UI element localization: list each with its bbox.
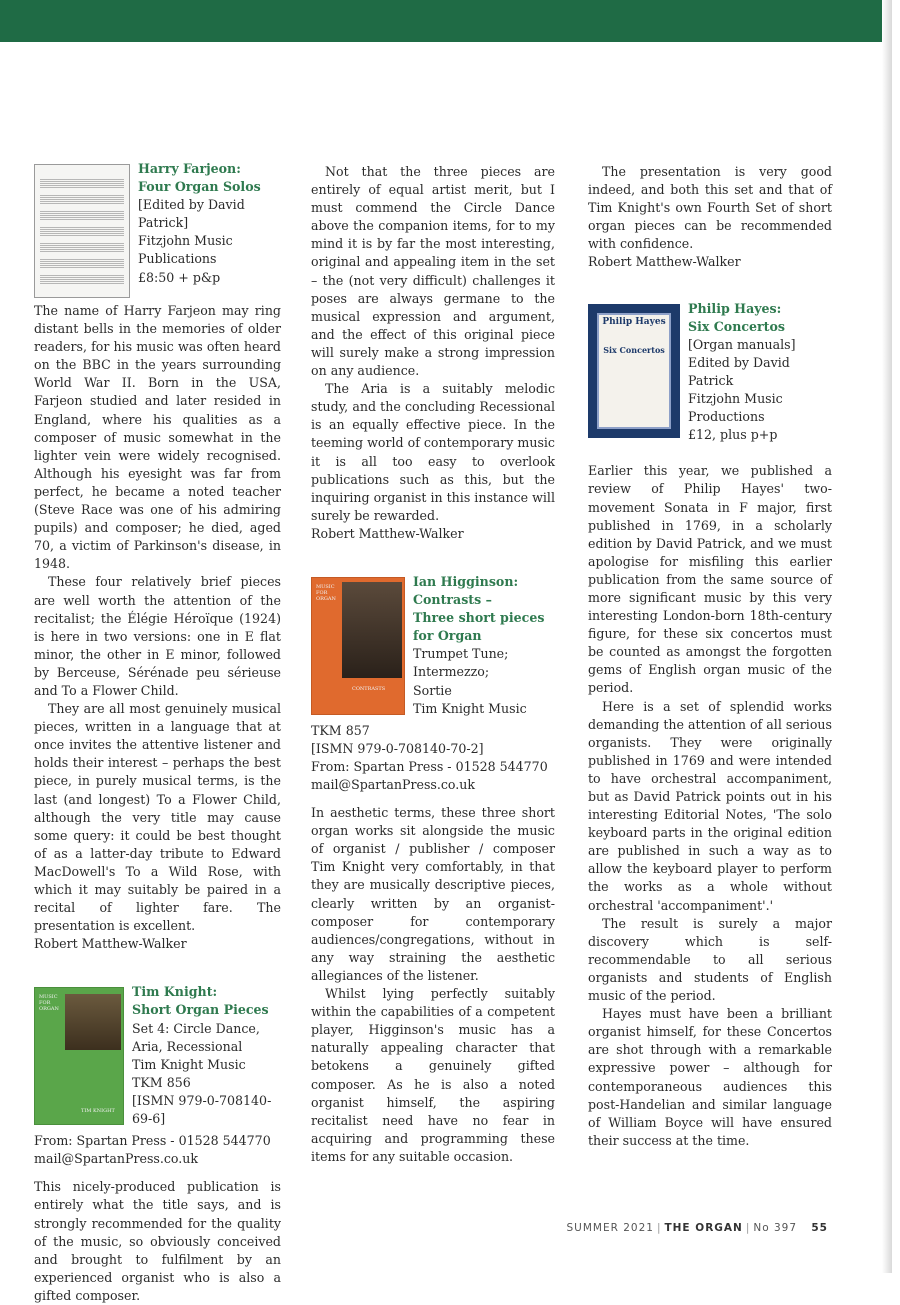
- farjeon-info: [138, 160, 281, 287]
- higginson-paragraph: Whilst lying perfectly suitably within the capabilities of a competent player, Higginson's music has a naturally appealing character that betokens a genuinely gifted composer. As he is also a noted organist himself, the aspiring recitalist need have no fear in acquiring and programming these items for any suitable occasion.: [311, 986, 555, 1164]
- header-bar: [0, 0, 892, 42]
- farjeon-detail: [Edited by David: [138, 197, 245, 213]
- higginson-detail: Trumpet Tune;: [413, 646, 509, 662]
- hayes-detail: Productions: [688, 409, 765, 425]
- hayes-price: £12, plus p+p: [688, 427, 778, 443]
- higginson-title-3: Three short pieces: [413, 610, 545, 626]
- farjeon-title-2: Four Organ Solos: [138, 179, 261, 195]
- hayes-title-1: Philip Hayes:: [688, 300, 782, 316]
- higginson-cover-image: [311, 577, 405, 715]
- farjeon-paragraph: The name of Harry Farjeon may ring distant bells in the memories of older readers, for his music was often heard on the BBC in the years surrounding World War II. Born in the USA, Farjeon studied and later resided in England, where his qualities as a composer of music somewhat in the lighter vein were widely recognised. Although his eyesight was far from perfect, he became a noted teacher (Steve Race was one of his admiring pupils) and composer; he died, aged 70, a victim of Parkinson's disease, in 1948.: [34, 303, 281, 572]
- hayes-paragraph: The result is surely a major discovery which is self-recommendable to all serious organists and students of English music of the period.: [588, 915, 832, 1004]
- footer-season: SUMMER 2021: [566, 1222, 654, 1234]
- knight-detail: [ISMN 979-0-708140-: [132, 1092, 272, 1108]
- farjeon-paragraph: These four relatively brief pieces are well worth the attention of the recitalist; the Élégie Héroïque (1924) is here in two versions: one in E flat minor, the other in E minor, followed by Berceuse, Sérénade peu sérieuse and To a Flower Child.: [34, 574, 281, 698]
- knight-paragraph: Not that the three pieces are entirely of equal artist merit, but I must commend the Circle Dance above the companion items, for to my mind it is by far the most interesting, original and appealing item in the set – the (not very difficult) challenges it poses are always germane to the musical expression and argument, and the effect of this original piece will surely make a strong impression on any audience.: [311, 164, 555, 379]
- review-hayes-header: [588, 300, 832, 445]
- farjeon-detail: Publications: [138, 251, 217, 267]
- higginson-contact-line: mail@SpartanPress.co.uk: [311, 777, 476, 792]
- knight-contact-line: From: Spartan Press - 01528 544770: [34, 1133, 271, 1149]
- higginson-signature: Robert Matthew-Walker: [588, 254, 741, 270]
- higginson-title-1: Ian Higginson:: [413, 573, 519, 589]
- footer-magazine: THE ORGAN: [664, 1222, 743, 1234]
- knight-detail: 69-6]: [132, 1111, 166, 1127]
- knight-detail: Aria, Recessional: [132, 1038, 243, 1054]
- knight-detail: TKM 856: [132, 1074, 191, 1090]
- hayes-cover-subtitle: Six Concertos: [603, 344, 665, 355]
- review-knight-header: [34, 983, 281, 1128]
- knight-title-2: Short Organ Pieces: [132, 1002, 269, 1018]
- higginson-detail: Intermezzo;: [413, 664, 490, 680]
- hayes-cover-image: [588, 304, 680, 438]
- higginson-cover-text: CONTRASTS: [352, 685, 386, 692]
- knight-title-1: Tim Knight:: [132, 984, 218, 1000]
- column-2: [311, 163, 555, 1166]
- higginson-contact-line: [ISMN 979-0-708140-70-2]: [311, 740, 484, 756]
- review-farjeon-header: [34, 160, 281, 298]
- higginson-paragraph: In aesthetic terms, these three short organ works sit alongside the music of organist / publisher / composer Tim Knight very comfortably, in that they are musically descriptive pieces, clearly written by an organist-composer for contemporary audiences/congregations, without in any way straining the aesthetic allegiances of the listener.: [311, 805, 555, 983]
- higginson-contact: [311, 722, 555, 794]
- knight-paragraph: This nicely-produced publication is entirely what the title says, and is strongly recommended for the quality of the music, so obviously conceived and brought to fulfilment by an experienced organist who is also a gifted composer.: [34, 1179, 281, 1303]
- farjeon-price: £8:50 + p&p: [138, 269, 221, 285]
- hayes-paragraph: Hayes must have been a brilliant organist himself, for these Concertos are shot through with a remarkable expressive power – although for contemporaneous audiences this post-Handelian and similar language of William Boyce will have ensured their success at the time.: [588, 1006, 832, 1148]
- knight-contact: [34, 1132, 281, 1168]
- hayes-cover-title: Philip Hayes: [602, 316, 666, 327]
- knight-detail: Tim Knight Music: [132, 1056, 246, 1072]
- column-3: [588, 163, 832, 1150]
- knight-cover-image: [34, 987, 124, 1125]
- knight-contact-line: mail@SpartanPress.co.uk: [34, 1151, 199, 1167]
- higginson-cover-text: MUSIC FOR ORGAN: [316, 583, 336, 602]
- farjeon-paragraph: They are all most genuinely musical pieces, written in a language that at once invites the attentive listener and holds their interest – perhaps the best piece, in purely musical terms, is the last (and longest) To a Flower Child, although the very title may cause some query: it could be best thought of as a latter-day tribute to Edward MacDowell's To a Wild Rose, with which it may suitably be paired in a recital of lighter fare. The presentation is excellent.: [34, 701, 281, 934]
- review-higginson-header: [311, 573, 555, 718]
- hayes-detail: Fitzjohn Music: [688, 391, 783, 407]
- hayes-info: [688, 300, 832, 445]
- farjeon-detail: Patrick]: [138, 215, 189, 231]
- column-1: [34, 160, 281, 1305]
- higginson-title-2: Contrasts –: [413, 592, 492, 608]
- higginson-contact-line: TKM 857: [311, 722, 370, 738]
- hayes-paragraph: Earlier this year, we published a review of Philip Hayes' two-movement Sonata in F major, first published in 1769, in a scholarly edition by David Patrick, and we must apologise for misfiling this earlier publication from the same source of more significant music by this very interesting London-born 18th-century figure, for these six concertos must be counted as amongst the forgotten gems of English organ music of the period.: [588, 463, 832, 696]
- farjeon-cover-image: [34, 164, 130, 298]
- knight-cover-text: MUSIC FOR ORGAN: [39, 994, 59, 1013]
- knight-detail: Set 4: Circle Dance,: [132, 1020, 260, 1036]
- knight-cover-text: TIM KNIGHT: [81, 1108, 115, 1115]
- knight-signature: Robert Matthew-Walker: [311, 525, 464, 541]
- page-number: 55: [811, 1222, 828, 1234]
- farjeon-title-1: Harry Farjeon:: [138, 161, 241, 176]
- higginson-contact-line: From: Spartan Press - 01528 544770: [311, 758, 548, 774]
- farjeon-detail: Fitzjohn Music: [138, 233, 233, 249]
- higginson-info: [413, 573, 555, 718]
- higginson-detail: Tim Knight Music: [413, 700, 527, 716]
- hayes-detail: Edited by David: [688, 354, 790, 370]
- higginson-detail: Sortie: [413, 682, 452, 698]
- hayes-paragraph: Here is a set of splendid works demanding the attention of all serious organists. They were originally published in 1769 and were intended to have orchestral accompaniment, but as David Patrick points out in his interesting Editorial Notes, 'The solo keyboard parts in the original edition are published in such a way as to allow the keyboard player to perform the works as a whole without orchestral 'accompaniment'.': [588, 698, 832, 913]
- higginson-paragraph: The presentation is very good indeed, and both this set and that of Tim Knight's own Fourth Set of short organ pieces can be recommended with confidence.: [588, 164, 832, 252]
- page-edge: [882, 0, 892, 1273]
- footer-issue: No 397: [753, 1222, 798, 1234]
- page-footer: SUMMER 2021 | THE ORGAN | No 397 55: [566, 1222, 828, 1234]
- farjeon-signature: Robert Matthew-Walker: [34, 936, 187, 952]
- knight-paragraph: The Aria is a suitably melodic study, and the concluding Recessional is an equally effective piece. In the teeming world of contemporary music it is all too easy to overlook publications such as this, but the inquiring organist in this instance will surely be rewarded.: [311, 381, 555, 523]
- knight-info: [132, 983, 281, 1128]
- higginson-title-4: for Organ: [413, 628, 482, 644]
- hayes-detail: Patrick: [688, 372, 734, 388]
- hayes-title-2: Six Concertos: [688, 318, 785, 334]
- hayes-detail: [Organ manuals]: [688, 336, 796, 352]
